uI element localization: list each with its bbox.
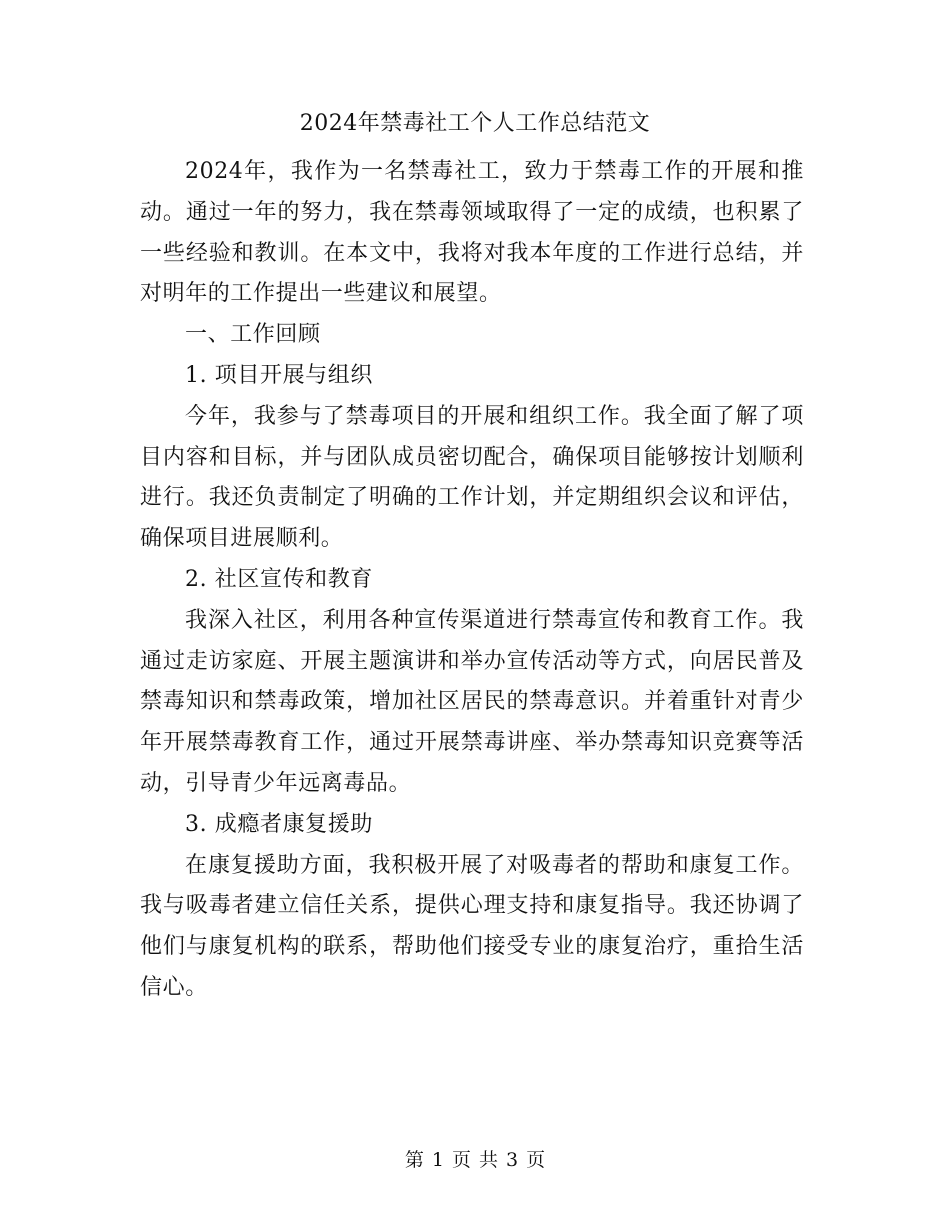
intro-paragraph: 2024年，我作为一名禁毒社工，致力于禁毒工作的开展和推动。通过一年的努力，我在禁毒领域取得了一定的成绩，也积累了一些经验和教训。在本文中，我将对我本年度的工作进行总结，并对明年的工作提出一些建议和展望。 bbox=[140, 159, 804, 307]
document-body bbox=[140, 152, 804, 1009]
subsection-heading-project: 1. 项目开展与组织 bbox=[185, 362, 373, 388]
subsection-heading-rehab: 3. 成瘾者康复援助 bbox=[185, 811, 373, 837]
community-paragraph: 我深入社区，利用各种宣传渠道进行禁毒宣传和教育工作。我通过走访家庭、开展主题演讲和举办宣传活动等方式，向居民普及禁毒知识和禁毒政策，增加社区居民的禁毒意识。并着重针对青少年开展禁毒教育工作，通过开展禁毒讲座、举办禁毒知识竞赛等活动，引导青少年远离毒品。 bbox=[140, 607, 804, 796]
project-paragraph: 今年，我参与了禁毒项目的开展和组织工作。我全面了解了项目内容和目标，并与团队成员密切配合，确保项目能够按计划顺利进行。我还负责制定了明确的工作计划，并定期组织会议和评估，确保项目进展顺利。 bbox=[140, 403, 804, 552]
rehab-paragraph: 在康复援助方面，我积极开展了对吸毒者的帮助和康复工作。我与吸毒者建立信任关系，提供心理支持和康复指导。我还协调了他们与康复机构的联系，帮助他们接受专业的康复治疗，重拾生活信心。 bbox=[140, 852, 804, 1000]
subsection-heading-community: 2. 社区宣传和教育 bbox=[185, 566, 373, 592]
page-footer: 第 1 页 共 3 页 bbox=[404, 1149, 546, 1171]
document-title: 2024年禁毒社工个人工作总结范文 bbox=[299, 111, 651, 136]
section-heading-work-review: 一、工作回顾 bbox=[185, 322, 321, 348]
